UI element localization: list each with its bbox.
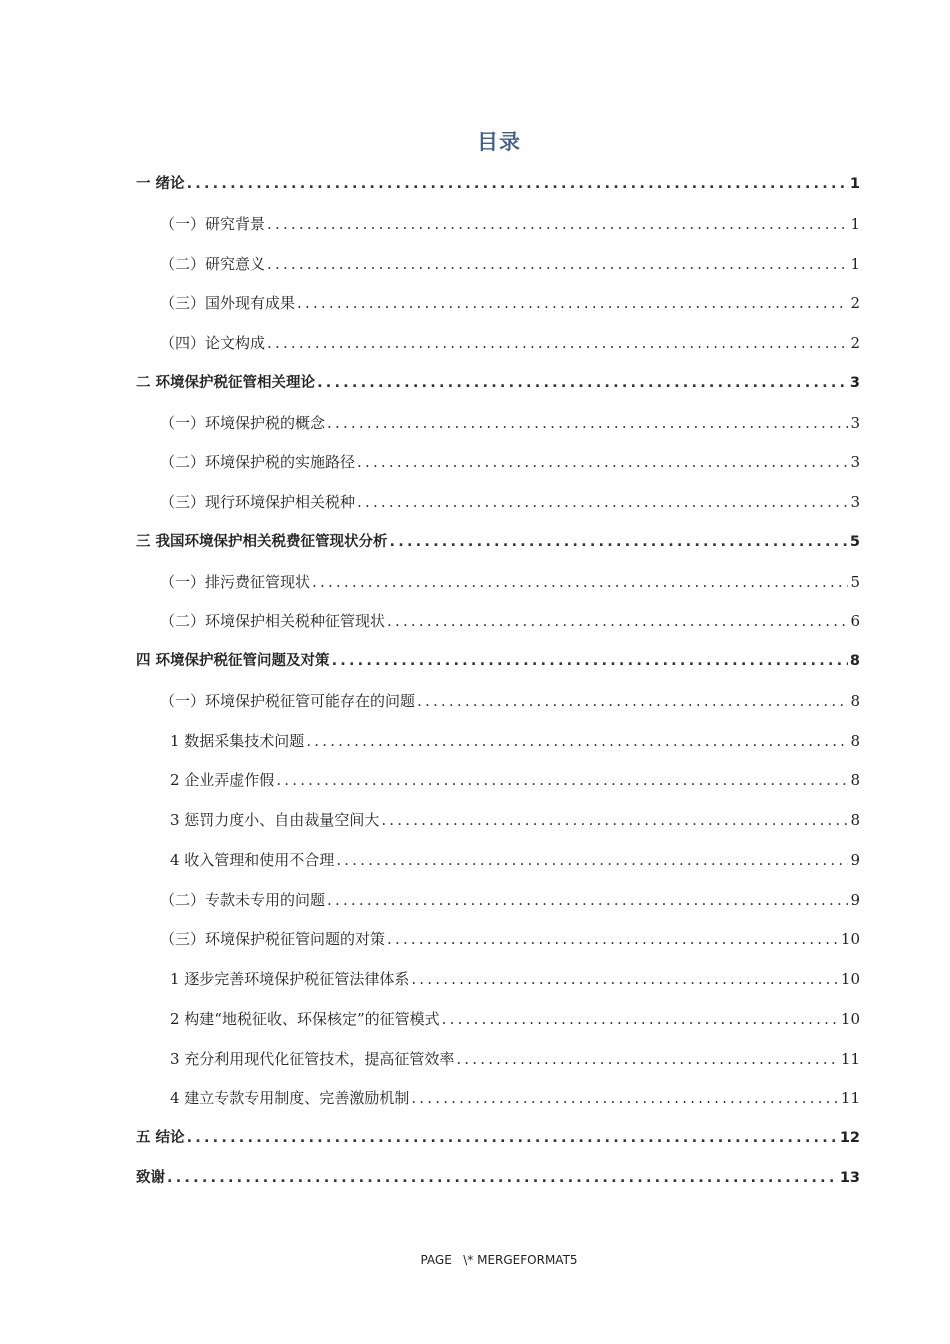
toc-entry-page-number: 5 [849, 533, 860, 550]
toc-entry[interactable] [136, 250, 860, 290]
toc-entry[interactable] [136, 607, 860, 647]
toc-entry[interactable] [136, 1124, 860, 1164]
toc-entry-page-number: 1 [850, 214, 860, 233]
toc-entry-title: （二）研究意义 [160, 254, 266, 273]
page-footer: PAGE \* MERGEFORMAT5 [420, 1253, 578, 1267]
toc-dot-leader [306, 727, 848, 755]
toc-entry[interactable] [136, 528, 860, 568]
toc-entry[interactable] [136, 727, 860, 767]
toc-dot-leader [387, 925, 839, 953]
toc-entry-page-number: 12 [839, 1130, 860, 1146]
toc-entry[interactable] [136, 329, 860, 369]
toc-dot-leader [336, 846, 848, 874]
toc-entry-page-number: 3 [850, 453, 860, 472]
toc-entry-title: 4 收入管理和使用不合理 [170, 850, 335, 869]
toc-entry-title: （一）环境保护税征管可能存在的问题 [160, 691, 416, 710]
toc-dot-leader [332, 647, 848, 675]
toc-entry-page-number: 11 [840, 1089, 860, 1108]
toc-entry-page-number: 8 [850, 691, 860, 710]
toc-entry-page-number: 6 [850, 612, 860, 631]
toc-entry[interactable] [136, 766, 860, 806]
toc-entry-page-number: 10 [840, 970, 860, 988]
toc-entry-page-number: 8 [849, 653, 860, 669]
toc-entry[interactable] [136, 806, 860, 846]
toc-entry[interactable] [136, 210, 860, 250]
toc-entry[interactable] [136, 170, 860, 210]
toc-dot-leader [442, 1005, 839, 1033]
toc-dot-leader [276, 766, 848, 794]
toc-dot-leader [456, 1045, 839, 1073]
toc-dot-leader [327, 886, 848, 914]
toc-entry-page-number: 13 [839, 1169, 860, 1186]
toc-entry-title: 四 环境保护税征管问题及对策 [136, 653, 330, 669]
toc-entry-page-number: 8 [850, 731, 860, 750]
toc-entry-title: （四）论文构成 [160, 334, 266, 352]
toc-entry-page-number: 3 [850, 493, 860, 511]
toc-entry-title: 4 建立专款专用制度、完善激励机制 [170, 1089, 410, 1108]
toc-dot-leader [187, 170, 848, 198]
toc-dot-leader [267, 250, 848, 278]
toc-entry-title: 1 逐步完善环境保护税征管法律体系 [170, 970, 410, 988]
toc-entry-title: 致谢 [136, 1169, 165, 1186]
toc-dot-leader [411, 965, 839, 993]
toc-entry[interactable] [136, 925, 860, 965]
toc-entry-title: （三）现行环境保护相关税种 [160, 493, 356, 511]
toc-dot-leader [267, 210, 848, 238]
toc-entry-title: 五 结论 [136, 1130, 185, 1146]
toc-dot-leader [297, 289, 848, 317]
table-of-contents [136, 170, 860, 1204]
toc-entry[interactable] [136, 369, 860, 409]
toc-entry[interactable] [136, 846, 860, 886]
toc-dot-leader [357, 448, 848, 476]
toc-dot-leader [187, 1124, 838, 1152]
toc-dot-leader [417, 687, 848, 715]
toc-entry-title: （一）研究背景 [160, 214, 266, 233]
toc-entry-page-number: 1 [850, 254, 860, 273]
toc-entry-title: 3 充分利用现代化征管技术，提高征管效率 [170, 1049, 455, 1068]
toc-entry-title: （二）环境保护税的实施路径 [160, 453, 356, 472]
toc-entry-title: 一 绪论 [136, 176, 185, 192]
toc-entry[interactable] [136, 448, 860, 488]
toc-dot-leader [390, 528, 848, 556]
toc-entry-page-number: 2 [850, 334, 860, 352]
toc-entry-title: 2 企业弄虚作假 [170, 771, 275, 790]
toc-entry-title: 三 我国环境保护相关税费征管现状分析 [136, 533, 388, 550]
toc-entry[interactable] [136, 289, 860, 329]
toc-entry-page-number: 9 [850, 890, 860, 909]
toc-entry[interactable] [136, 488, 860, 528]
toc-entry-page-number: 8 [850, 811, 860, 829]
toc-entry-page-number: 8 [850, 771, 860, 790]
toc-entry[interactable] [136, 647, 860, 687]
toc-entry[interactable] [136, 409, 860, 449]
toc-dot-leader [327, 409, 848, 437]
toc-entry-title: 二 环境保护税征管相关理论 [136, 374, 316, 391]
toc-entry[interactable] [136, 568, 860, 608]
toc-dot-leader [167, 1164, 838, 1192]
toc-entry-page-number: 3 [849, 374, 860, 391]
toc-entry-title: 3 惩罚力度小、自由裁量空间大 [170, 811, 380, 829]
toc-dot-leader [357, 488, 848, 516]
toc-title: 目录 [477, 130, 521, 154]
toc-dot-leader [411, 1084, 839, 1112]
toc-entry[interactable] [136, 1084, 860, 1124]
toc-dot-leader [267, 329, 848, 357]
toc-entry-title: （一）环境保护税的概念 [160, 413, 326, 432]
toc-dot-leader [312, 568, 848, 596]
toc-entry-page-number: 3 [850, 413, 860, 432]
toc-entry-page-number: 11 [840, 1049, 860, 1068]
toc-dot-leader [387, 607, 848, 635]
toc-entry-title: （二）环境保护相关税种征管现状 [160, 612, 386, 631]
toc-entry-page-number: 10 [840, 1009, 860, 1028]
toc-entry[interactable] [136, 687, 860, 727]
toc-entry-page-number: 9 [850, 850, 860, 869]
toc-entry-title: （一）排污费征管现状 [160, 572, 311, 591]
toc-entry[interactable] [136, 1005, 860, 1045]
toc-entry-page-number: 5 [850, 572, 860, 591]
toc-dot-leader [317, 369, 848, 397]
toc-entry-title: 1 数据采集技术问题 [170, 731, 305, 750]
toc-entry-title: （三）环境保护税征管问题的对策 [160, 930, 386, 949]
toc-entry[interactable] [136, 1045, 860, 1085]
toc-entry-title: （二）专款未专用的问题 [160, 890, 326, 909]
toc-entry[interactable] [136, 1164, 860, 1204]
toc-entry-title: 2 构建“地税征收、环保核定”的征管模式 [170, 1009, 440, 1028]
toc-entry[interactable] [136, 886, 860, 926]
toc-entry-page-number: 2 [850, 294, 860, 313]
toc-entry-title: （三）国外现有成果 [160, 294, 296, 313]
toc-entry-page-number: 10 [840, 930, 860, 949]
toc-dot-leader [381, 806, 848, 834]
toc-entry-page-number: 1 [849, 176, 860, 192]
toc-entry[interactable] [136, 965, 860, 1005]
